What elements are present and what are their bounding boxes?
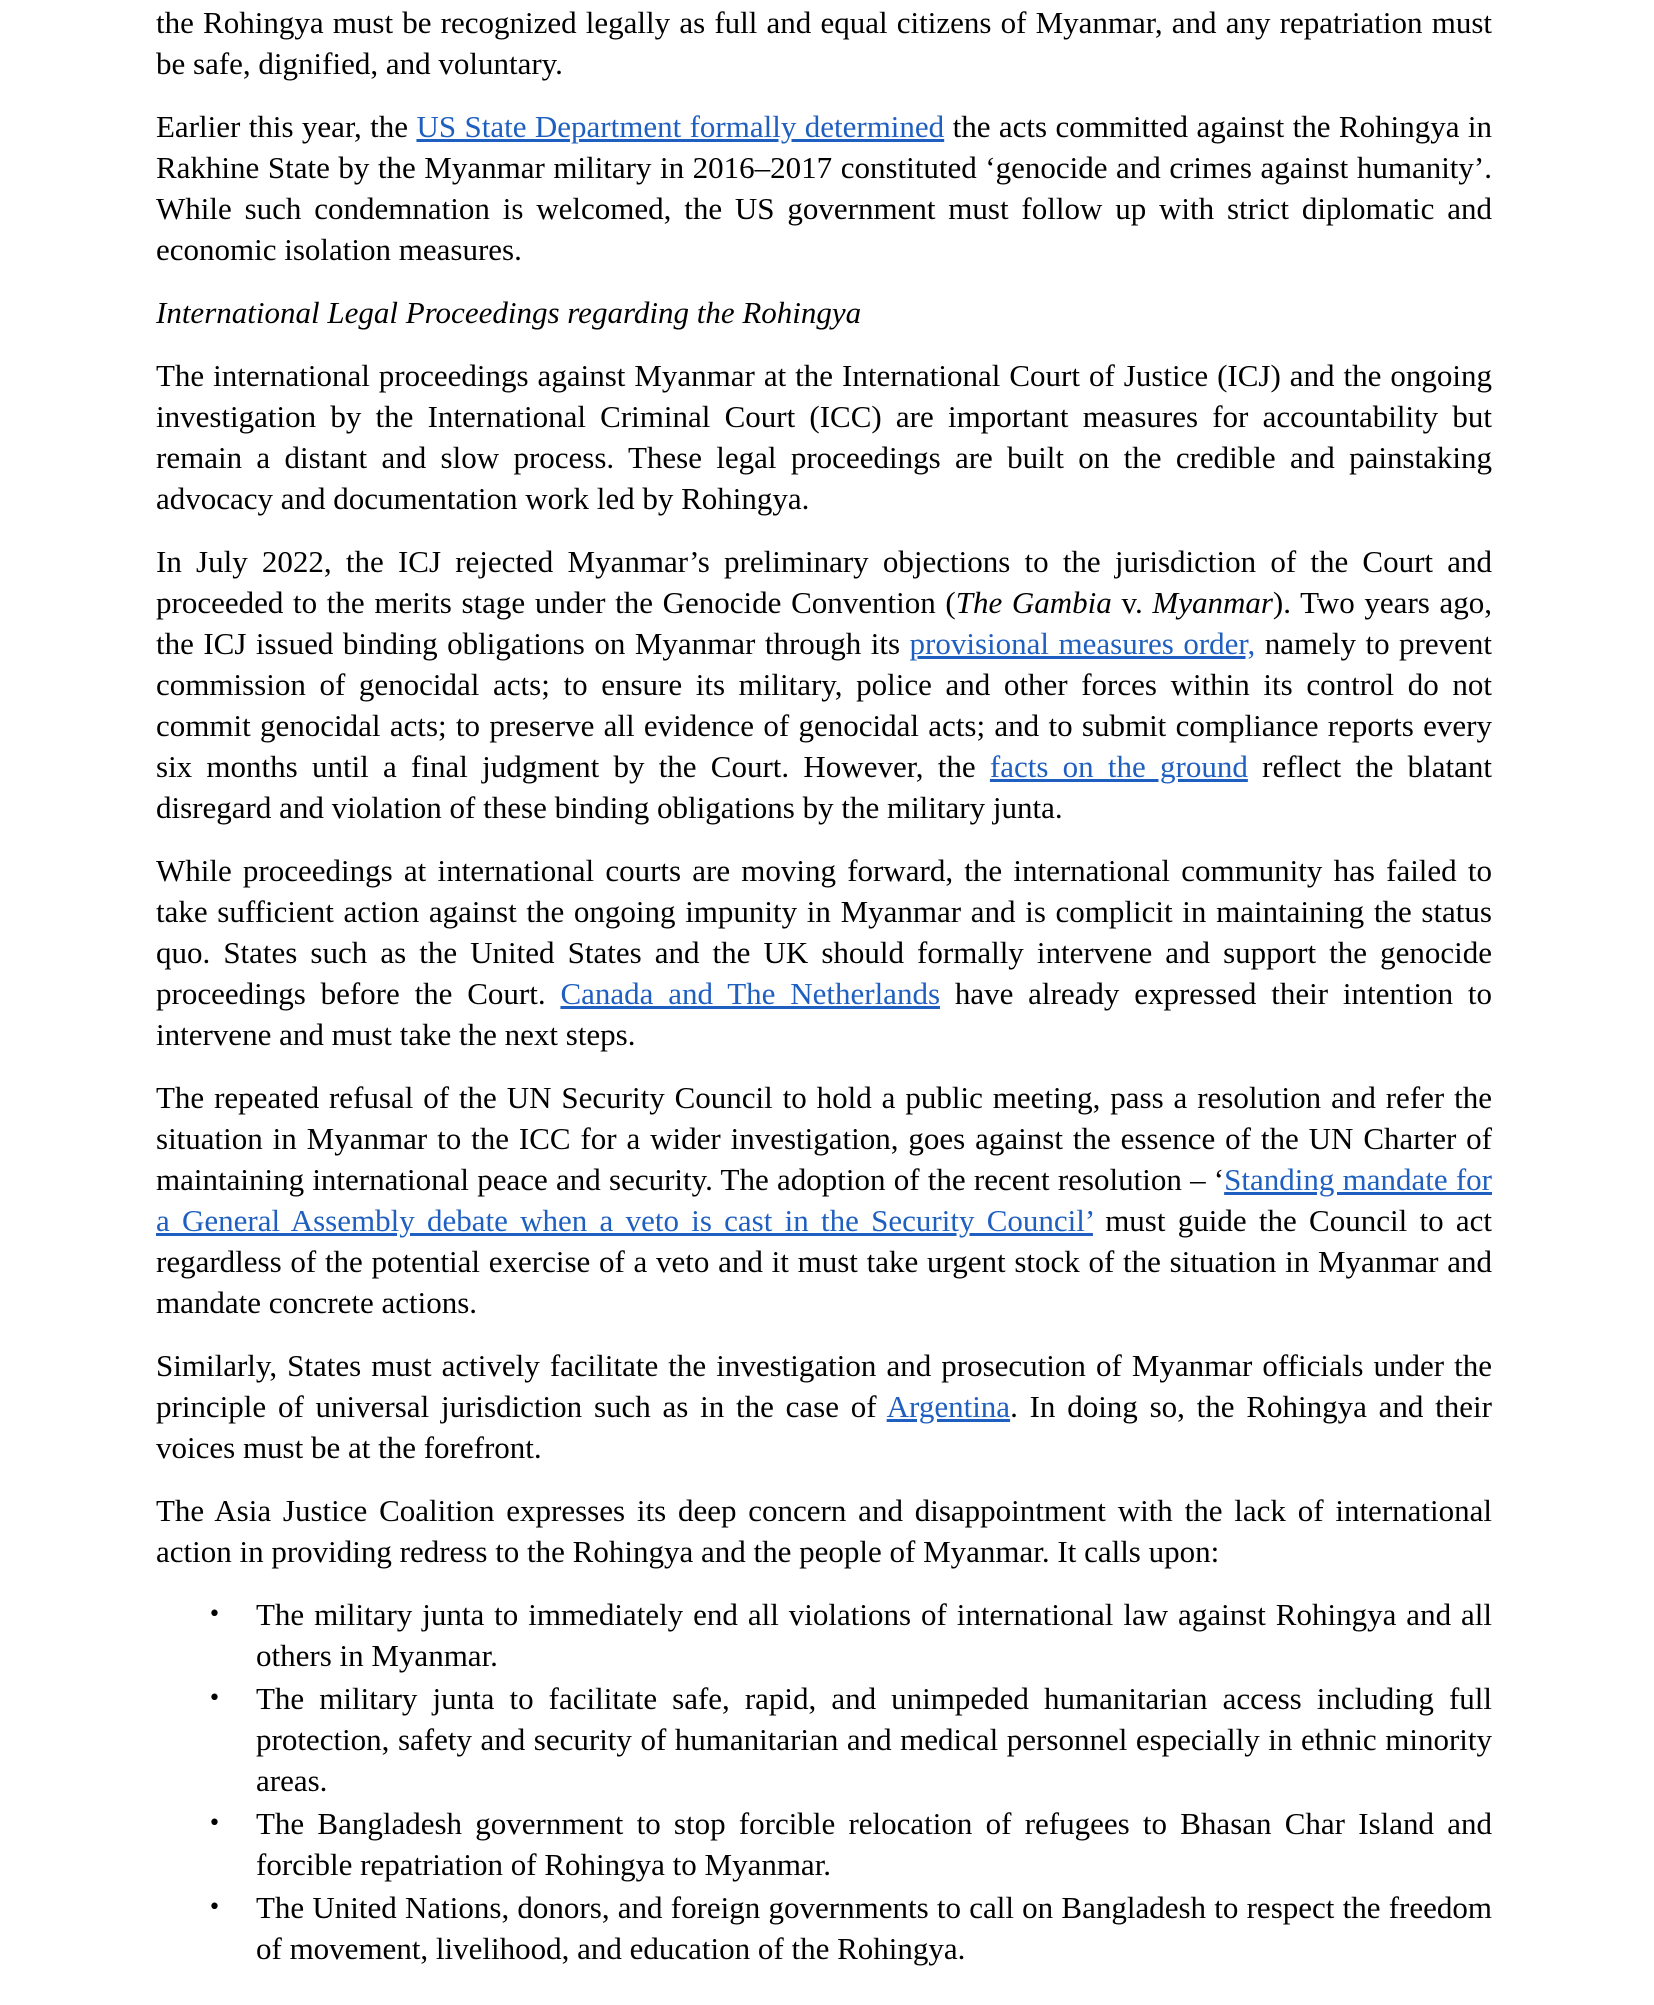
bullet-icon: • [208,1811,221,1836]
bullet-icon: • [208,1602,221,1627]
list-item [156,1803,1492,1885]
list-item [156,1594,1492,1676]
link-standing-mandate[interactable]: Standing mandate for a General Assembly debate when a veto is cast in the Security Council’ [156,1162,1492,1238]
text-segment: ). Two years ago, the ICJ issued binding obligations on Myanmar through its [156,585,1493,661]
link-us-state-department[interactable]: US State Department formally determined [416,109,945,144]
paragraph-icj-icc: The international proceedings against Myanmar at the International Court of Justice (ICJ) and the ongoing investigation by the International Criminal Court (ICC) are important measures for accountability but remain a distant and slow process. These legal proceedings are built on the credible and painstaking advocacy and documentation work led by Rohingya. [156,358,1492,516]
link-provisional-measures[interactable]: provisional measures order, [909,626,1256,661]
list-item [156,1887,1492,1969]
text-segment: . In doing so, the Rohingya and their voices must be at the forefront. [156,1389,1492,1465]
text-segment: namely to prevent commission of genocidal acts; to ensure its military, police and other forces within its control do not commit genocidal acts; to preserve all evidence of genocidal acts; and to submit compliance reports every six months until a final judgment by the Court. However, the [156,626,1493,784]
paragraph-universal-jurisdiction [156,1345,1492,1468]
bullet-icon: • [208,1895,221,1920]
text-segment: v. [1111,585,1153,620]
calls-list [156,1594,1492,1969]
link-canada-netherlands[interactable]: Canada and The Netherlands [560,976,941,1011]
paragraph-us-determination [156,106,1492,270]
list-item [156,1678,1492,1801]
text-segment: While proceedings at international courts are moving forward, the international community has failed to take sufficient action against the ongoing impunity in Myanmar and is complicit in maintaining the status quo. States such as the United States and the UK should formally intervene and support the genocide proceedings before the Court. [156,853,1492,1011]
link-argentina[interactable]: Argentina [886,1389,1011,1424]
case-name-myanmar: Myanmar [1152,585,1273,620]
list-item-text: The United Nations, donors, and foreign governments to call on Bangladesh to respect the freedom of movement, livelihood, and education of the Rohingya. [256,1890,1492,1966]
link-facts-on-ground[interactable]: facts on the ground [989,749,1248,784]
paragraph-international-community [156,850,1492,1055]
text-segment: In July 2022, the ICJ rejected Myanmar’s preliminary objections to the jurisdiction of the Court and proceeded to the merits stage under the Genocide Convention ( [156,544,1492,620]
text-segment: Earlier this year, the [156,109,417,144]
document-page [156,0,1492,1971]
text-segment: Similarly, States must actively facilitate the investigation and prosecution of Myanmar officials under the principle of universal jurisdiction such as in the case of [156,1348,1492,1424]
text-segment: the acts committed against the Rohingya in Rakhine State by the Myanmar military in 2016–2017 constituted ‘genocide and crimes against humanity’. While such condemnation is welcomed, the US government must follow up with strict diplomatic and economic isolation measures. [156,109,1492,267]
list-item-text: The military junta to immediately end all violations of international law against Rohingya and all others in Myanmar. [256,1597,1492,1673]
text-segment: have already expressed their intention to intervene and must take the next steps. [156,976,1492,1052]
text-segment: must guide the Council to act regardless of the potential exercise of a veto and it must take urgent stock of the situation in Myanmar and mandate concrete actions. [156,1203,1492,1320]
text-segment: reflect the blatant disregard and violation of these binding obligations by the military junta. [156,749,1492,825]
case-name-gambia: The Gambia [955,585,1112,620]
bullet-icon: • [208,1686,221,1711]
paragraph-security-council [156,1077,1492,1323]
paragraph-coalition-concern: The Asia Justice Coalition expresses its deep concern and disappointment with the lack of international action in providing redress to the Rohingya and the people of Myanmar. It calls upon: [156,1493,1492,1569]
paragraph-icj-ruling [156,541,1492,828]
text-segment: The repeated refusal of the UN Security Council to hold a public meeting, pass a resolution and refer the situation in Myanmar to the ICC for a wider investigation, goes against the essence of the UN Charter of maintaining international peace and security. The adoption of the recent resolution – ‘ [156,1080,1492,1197]
list-item-text: The Bangladesh government to stop forcible relocation of refugees to Bhasan Char Island and forcible repatriation of Rohingya to Myanmar. [256,1806,1492,1882]
section-heading: International Legal Proceedings regarding the Rohingya [156,295,862,330]
paragraph-citizenship: the Rohingya must be recognized legally as full and equal citizens of Myanmar, and any repatriation must be safe, dignified, and voluntary. [156,5,1492,81]
list-item-text: The military junta to facilitate safe, rapid, and unimpeded humanitarian access including full protection, safety and security of humanitarian and medical personnel especially in ethnic minority areas. [256,1681,1492,1798]
